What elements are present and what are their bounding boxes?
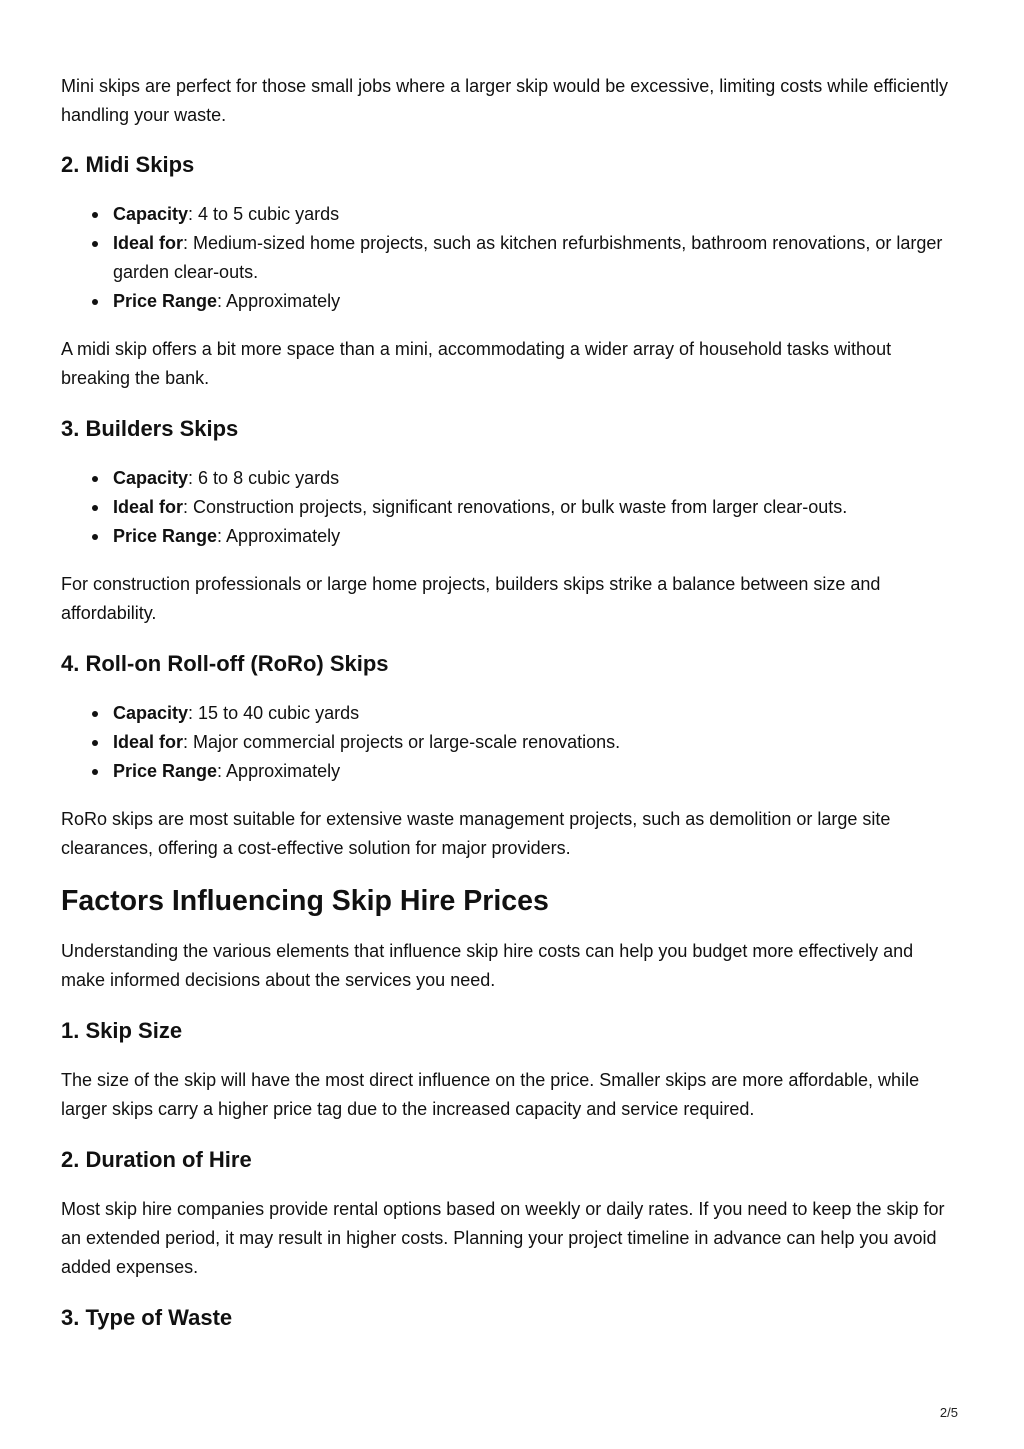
item-text: : Approximately	[217, 761, 341, 781]
list-item	[113, 757, 961, 786]
item-text: : Major commercial projects or large-scale renovations.	[183, 732, 621, 752]
duration-paragraph: Most skip hire companies provide rental options based on weekly or daily rates. If you need to keep the skip for an extended period, it may result in higher costs. Planning your project timeline in advance can help you avoid added expenses.	[61, 1199, 945, 1277]
item-label: Price Range	[113, 291, 218, 311]
list-item	[113, 728, 961, 757]
factors-intro-paragraph: Understanding the various elements that influence skip hire costs can help you budget more effectively and make informed decisions about the services you need.	[61, 941, 914, 990]
heading-factors: Factors Influencing Skip Hire Prices	[61, 885, 549, 917]
heading-type-of-waste: 3. Type of Waste	[61, 1305, 233, 1330]
list-item	[113, 287, 961, 316]
item-label: Capacity	[113, 204, 189, 224]
item-label: Ideal for	[113, 233, 184, 253]
item-label: Capacity	[113, 703, 189, 723]
list-item	[113, 699, 961, 728]
item-label: Ideal for	[113, 497, 184, 517]
item-text: : Construction projects, significant renovations, or bulk waste from larger clear-outs.	[183, 497, 848, 517]
list-item	[113, 200, 961, 229]
item-text: : Medium-sized home projects, such as kitchen refurbishments, bathroom renovations, or larger garden clear-outs.	[113, 233, 943, 282]
item-text: : Approximately	[217, 526, 341, 546]
skip-size-paragraph: The size of the skip will have the most direct influence on the price. Smaller skips are more affordable, while larger skips carry a higher price tag due to the increased capacity and service required.	[61, 1070, 920, 1119]
midi-skips-list	[61, 200, 961, 316]
midi-skips-paragraph: A midi skip offers a bit more space than a mini, accommodating a wider array of household tasks without breaking the bank.	[61, 339, 892, 388]
list-item	[113, 522, 961, 551]
heading-duration-of-hire: 2. Duration of Hire	[61, 1147, 252, 1172]
item-label: Price Range	[113, 526, 218, 546]
heading-roro-skips: 4. Roll-on Roll-off (RoRo) Skips	[61, 651, 389, 676]
item-text: : 4 to 5 cubic yards	[188, 204, 340, 224]
list-item	[113, 464, 961, 493]
item-text: : 15 to 40 cubic yards	[188, 703, 360, 723]
item-label: Capacity	[113, 468, 189, 488]
item-label: Ideal for	[113, 732, 184, 752]
item-text: : Approximately	[217, 291, 341, 311]
intro-paragraph: Mini skips are perfect for those small jobs where a larger skip would be excessive, limiting costs while efficiently handling your waste.	[61, 76, 949, 125]
builders-skips-paragraph: For construction professionals or large home projects, builders skips strike a balance between size and affordability.	[61, 574, 881, 623]
roro-skips-list	[61, 699, 961, 786]
heading-skip-size: 1. Skip Size	[61, 1018, 183, 1043]
item-text: : 6 to 8 cubic yards	[188, 468, 340, 488]
roro-skips-paragraph: RoRo skips are most suitable for extensive waste management projects, such as demolition or large site clearances, offering a cost-effective solution for major providers.	[61, 809, 891, 858]
list-item	[113, 493, 961, 522]
heading-builders-skips: 3. Builders Skips	[61, 416, 239, 441]
builders-skips-list	[61, 464, 961, 551]
heading-midi-skips: 2. Midi Skips	[61, 152, 195, 177]
item-label: Price Range	[113, 761, 218, 781]
page-number: 2/5	[939, 1405, 958, 1420]
list-item	[113, 229, 961, 287]
document-page	[61, 72, 961, 1332]
